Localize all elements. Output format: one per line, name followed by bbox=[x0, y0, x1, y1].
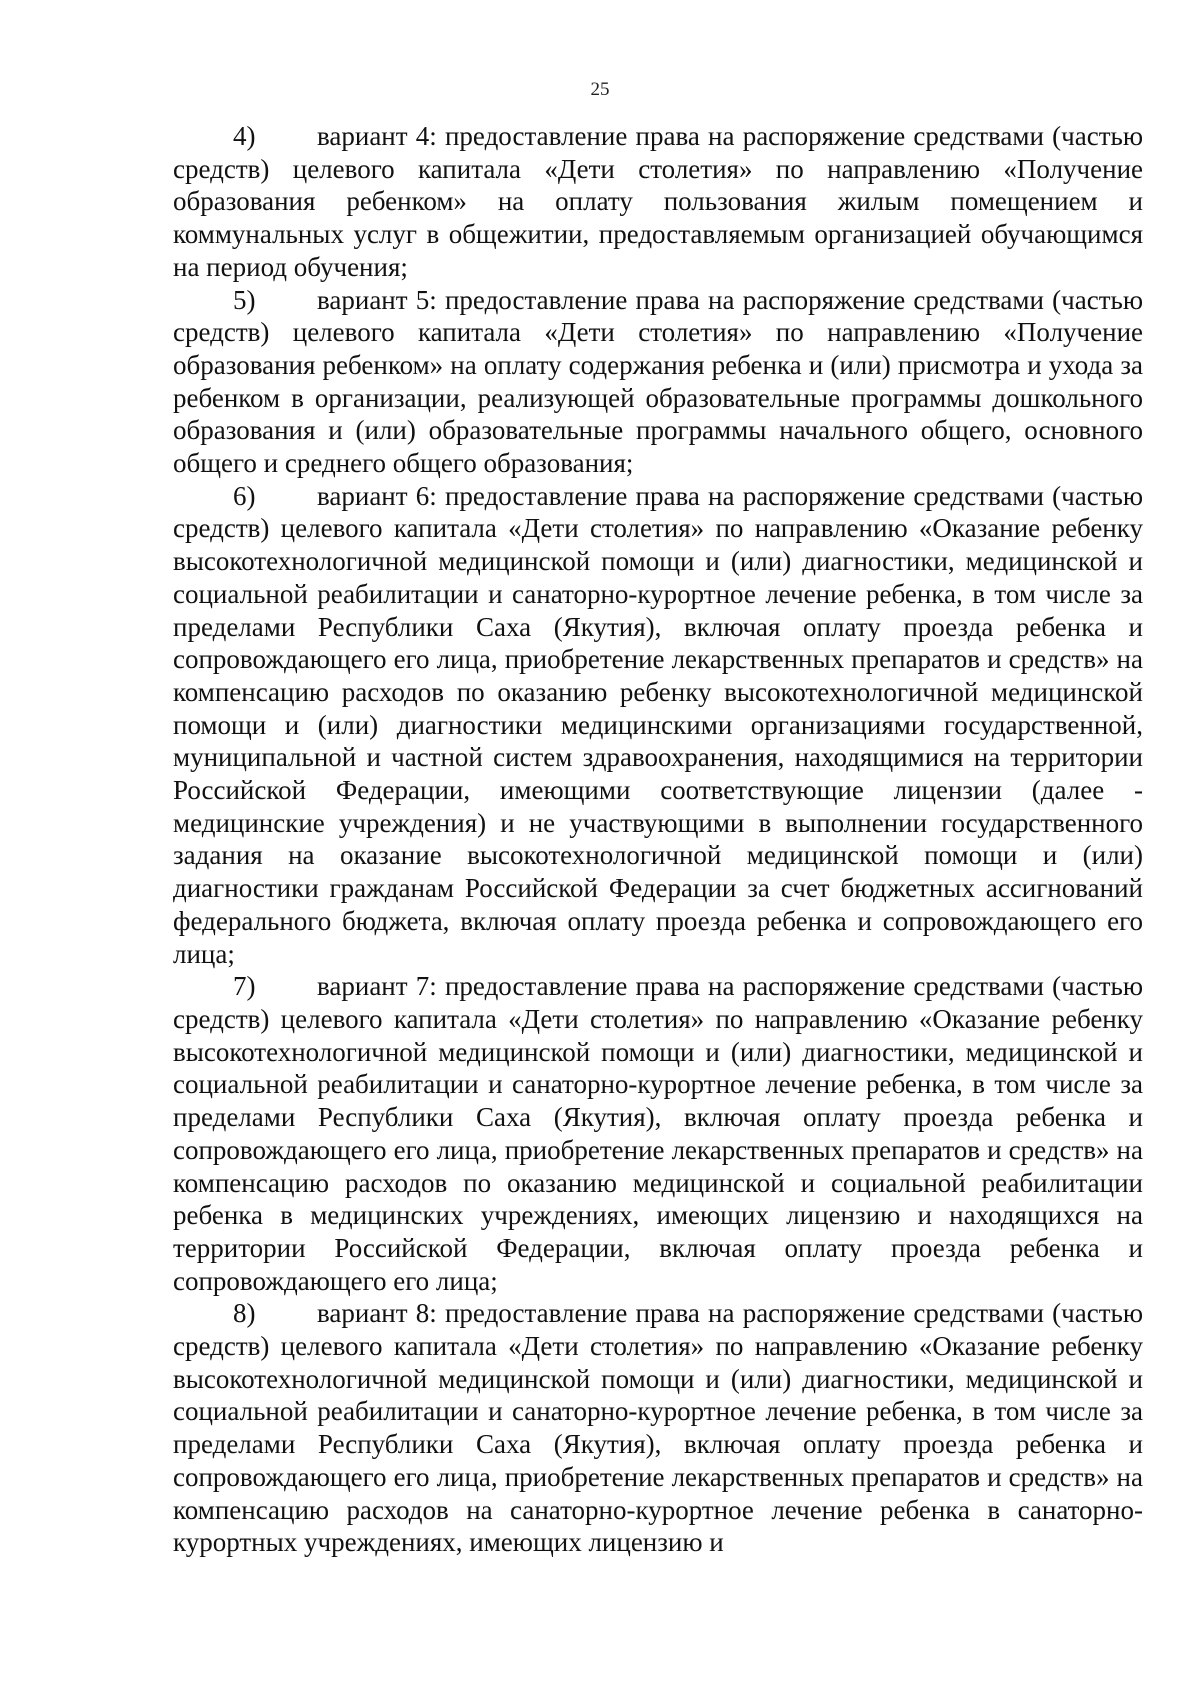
item-text: вариант 7: предоставление права на распоряжение средствами (частью средств) целевого капитала «Дети столетия» по направлению «Оказание ребенку высокотехнологичной медицинской помощи и (или) диагностики, медицинской и социальной реабилитации и санаторно-курортное лечение ребенка, в том числе за пределами Республики Саха (Якутия), включая оплату проезда ребенка и сопровождающего его лица, приобретение лекарственных препаратов и средств» на компенсацию расходов по оказанию медицинской и социальной реабилитации ребенка в медицинских учреждениях, имеющих лицензию и находящихся на территории Российской Федерации, включая оплату проезда ребенка и сопровождающего его лица; bbox=[173, 971, 1143, 1296]
item-number: 6) bbox=[233, 480, 256, 511]
item-text: вариант 8: предоставление права на распоряжение средствами (частью средств) целевого капитала «Дети столетия» по направлению «Оказание ребенку высокотехнологичной медицинской помощи и (или) диагностики, медицинской и социальной реабилитации и санаторно-курортное лечение ребенка, в том числе за пределами Республики Саха (Якутия), включая оплату проезда ребенка и сопровождающего его лица, приобретение лекарственных препаратов и средств» на компенсацию расходов на санаторно-курортное лечение ребенка в санаторно-курортных учреждениях, имеющих лицензию и bbox=[173, 1298, 1143, 1558]
item-text: вариант 6: предоставление права на распоряжение средствами (частью средств) целевого капитала «Дети столетия» по направлению «Оказание ребенку высокотехнологичной медицинской помощи и (или) диагностики, медицинской и социальной реабилитации и санаторно-курортное лечение ребенка, в том числе за пределами Республики Саха (Якутия), включая оплату проезда ребенка и сопровождающего его лица, приобретение лекарственных препаратов и средств» на компенсацию расходов по оказанию ребенку высокотехнологичной медицинской помощи и (или) диагностики медицинскими организациями государственной, муниципальной и частной систем здравоохранения, находящимися на территории Российской Федерации, имеющими соответствующие лицензии (далее - медицинские учреждения) и не участвующими в выполнении государственного задания на оказание высокотехнологичной медицинской помощи и (или) диагностики гражданам Российской Федерации за счет бюджетных ассигнований федерального бюджета, включая оплату проезда ребенка и сопровождающего его лица; bbox=[173, 480, 1143, 969]
item-text: вариант 5: предоставление права на распоряжение средствами (частью средств) целевого капитала «Дети столетия» по направлению «Получение образования ребенком» на оплату содержания ребенка и (или) присмотра и ухода за ребенком в организации, реализующей образовательные программы дошкольного образования и (или) образовательные программы начального общего, основного общего и среднего общего образования; bbox=[173, 284, 1143, 479]
item-text: вариант 4: предоставление права на распоряжение средствами (частью средств) целевого капитала «Дети столетия» по направлению «Получение образования ребенком» на оплату пользования жилым помещением и коммунальных услуг в общежитии, предоставляемым организацией обучающимся на период обучения; bbox=[173, 121, 1143, 282]
item-number: 4) bbox=[233, 121, 256, 151]
list-item-7 bbox=[173, 970, 1143, 1297]
item-number: 7) bbox=[233, 971, 256, 1002]
list-item-5 bbox=[173, 284, 1143, 480]
document-body bbox=[173, 120, 1143, 1559]
item-number: 8) bbox=[233, 1298, 256, 1329]
list-item-8 bbox=[173, 1297, 1143, 1559]
page-number: 25 bbox=[590, 79, 610, 100]
list-item-6 bbox=[173, 480, 1143, 971]
item-number: 5) bbox=[233, 284, 256, 315]
list-item-4 bbox=[173, 120, 1143, 284]
